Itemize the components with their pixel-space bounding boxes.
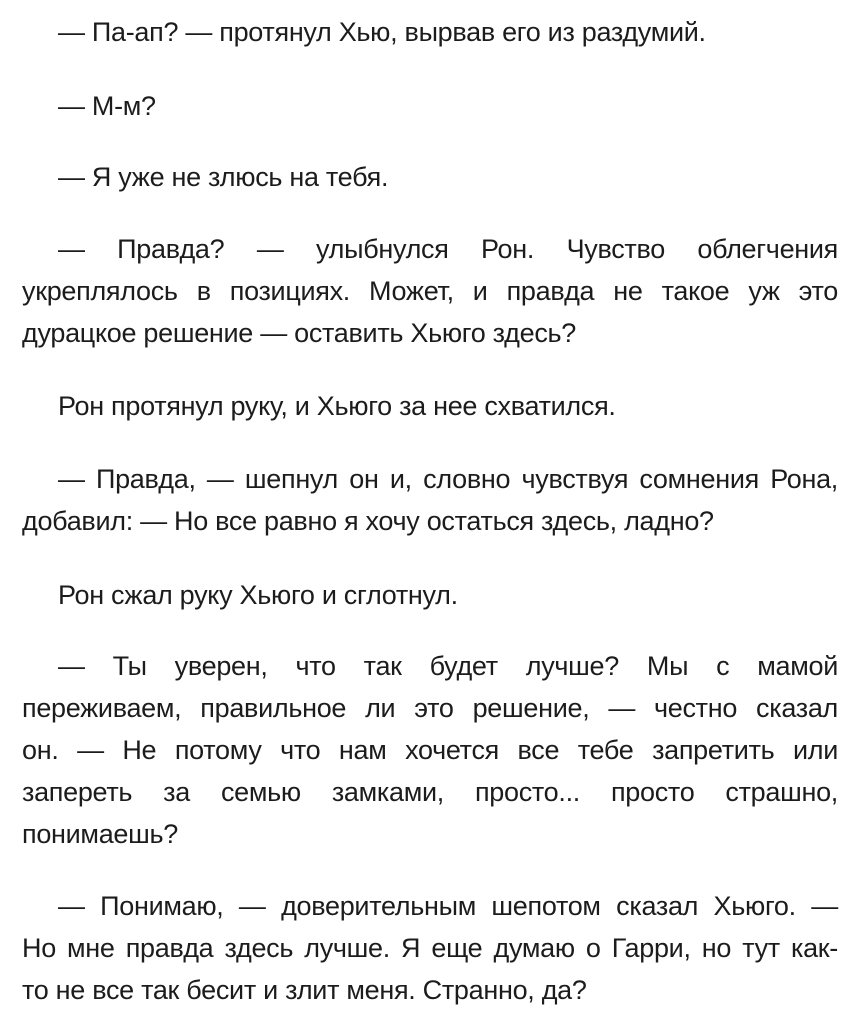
text-line: то не все так бесит и злит меня. Странно, да? [22, 975, 587, 1005]
paragraph-7 [22, 574, 838, 616]
text-line: — Правда? — улыбнулся Рон. Чувство облегчения [58, 234, 838, 264]
text-line: переживаем, правильное ли это решение, — честно сказал [22, 693, 838, 723]
text-line: — Понимаю, — доверительным шепотом сказал Хьюго. — [58, 891, 838, 921]
text-line: добавил: — Но все равно я хочу остаться здесь, ладно? [22, 506, 714, 536]
text-line: укреплялось в позициях. Может, и правда не такое уж это [22, 276, 838, 306]
text-line: — Я уже не злюсь на тебя. [58, 162, 389, 192]
text-line: дурацкое решение — оставить Хьюго здесь? [22, 318, 577, 348]
text-line: он. — Не потому что нам хочется все тебе запретить или [22, 735, 838, 765]
paragraph-6 [22, 458, 838, 542]
paragraph-4 [22, 228, 838, 354]
text-line: Рон сжал руку Хьюго и сглотнул. [58, 580, 458, 610]
text-line: — Па-ап? — протянул Хью, вырвав его из раздумий. [58, 17, 706, 47]
text-line: Рон протянул руку, и Хьюго за нее схватился. [58, 391, 616, 421]
text-line: — Ты уверен, что так будет лучше? Мы с мамой [58, 651, 838, 681]
paragraph-2 [22, 85, 838, 127]
text-line: — Правда, — шепнул он и, словно чувствуя сомнения Рона, [58, 464, 838, 494]
text-line: запереть за семью замками, просто... просто страшно, [22, 777, 838, 807]
paragraph-1 [22, 11, 838, 53]
text-line: — М-м? [58, 91, 156, 121]
paragraph-8 [22, 645, 838, 855]
paragraph-9 [22, 885, 838, 1011]
text-line: Но мне правда здесь лучше. Я еще думаю о Гарри, но тут как- [22, 933, 838, 963]
paragraph-3 [22, 156, 838, 198]
text-line: понимаешь? [22, 819, 178, 849]
paragraph-5 [22, 385, 838, 427]
